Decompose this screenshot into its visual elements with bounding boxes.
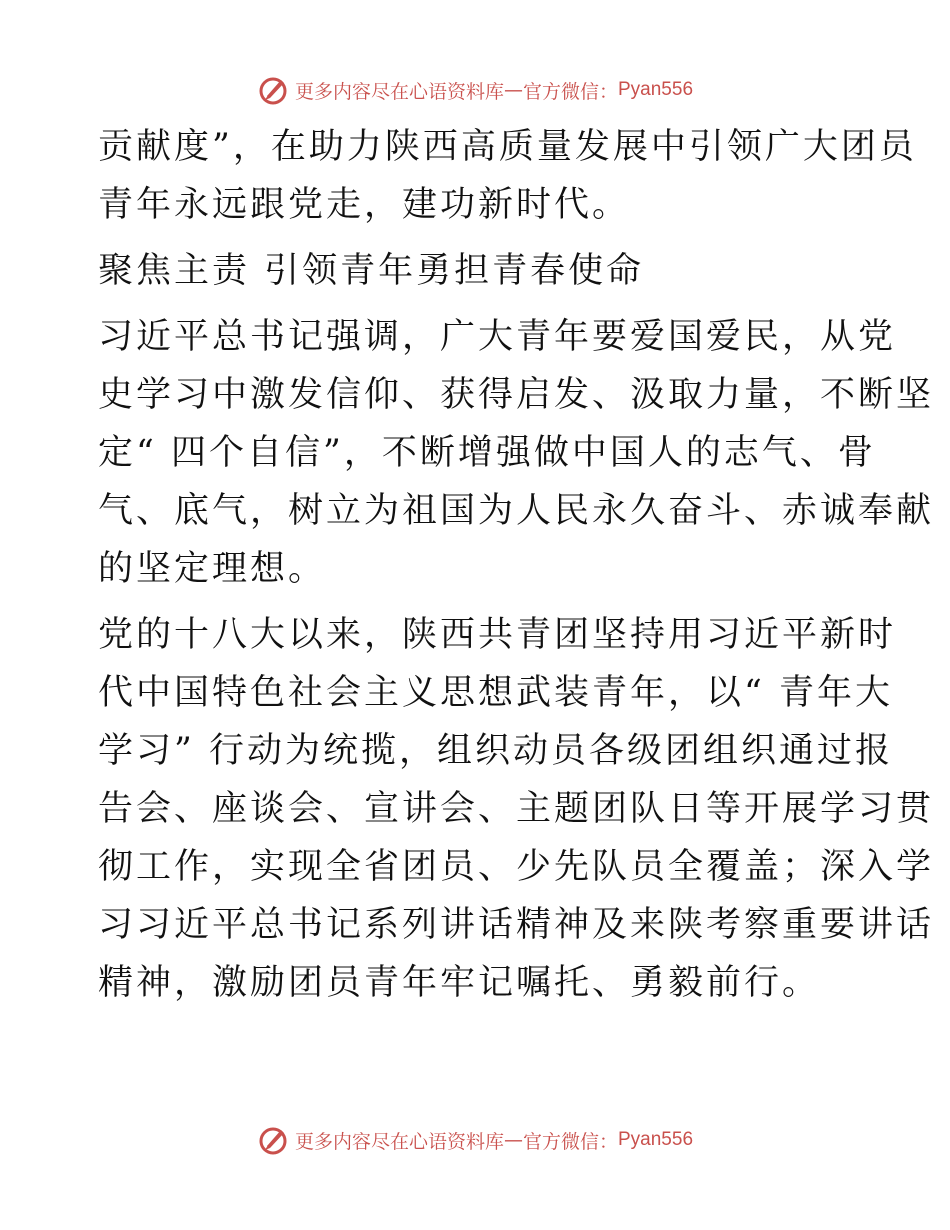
- text-line: 定“ 四个自信”，不断增强做中国人的志气、骨: [98, 433, 876, 473]
- text-line: 习习近平总书记系列讲话精神及来陕考察重要讲话: [98, 905, 935, 945]
- watermark-wechat-label: 官方微信：: [522, 1130, 618, 1153]
- text-line: 告会、座谈会、宣讲会、主题团队日等开展学习贯: [98, 789, 935, 829]
- quill-circle-icon: [257, 1124, 289, 1156]
- text-line: 学习” 行动为统揽，组织动员各级团组织通过报: [98, 731, 894, 771]
- text-line: 党的十八大以来，陕西共青团坚持用习近平新时: [98, 615, 897, 655]
- section-heading: [98, 242, 858, 300]
- watermark-wechat-id: Pyan556: [618, 79, 694, 100]
- watermark-dash: —: [503, 79, 523, 101]
- text-line: 习近平总书记强调，广大青年要爱国爱民，从党: [98, 317, 897, 357]
- text-line: 青年永远跟党走，建功新时代。: [98, 185, 631, 225]
- watermark-dash: —: [503, 1129, 523, 1151]
- paragraph: [98, 118, 917, 234]
- paragraph: [98, 308, 935, 598]
- watermark-text: 更多内容尽在心语资料库: [294, 80, 504, 103]
- text-line: 精神，激励团员青年牢记嘱托、勇毅前行。: [98, 963, 821, 1003]
- watermark-wechat-id: Pyan556: [618, 1129, 694, 1150]
- quill-circle-icon: [257, 74, 289, 106]
- footer-watermark: [0, 1122, 950, 1158]
- watermark-wechat-label: 官方微信：: [522, 80, 618, 103]
- text-line: 贡献度”，在助力陕西高质量发展中引领广大团员: [98, 127, 917, 167]
- heading-line: 聚焦主责 引领青年勇担青春使命: [98, 251, 645, 291]
- header-watermark: [0, 72, 950, 108]
- text-line: 代中国特色社会主义思想武装青年，以“ 青年大: [98, 673, 894, 713]
- text-line: 气、底气，树立为祖国为人民永久奋斗、赤诚奉献: [98, 491, 935, 531]
- watermark-text: 更多内容尽在心语资料库: [294, 1130, 504, 1153]
- text-line: 彻工作，实现全省团员、少先队员全覆盖；深入学: [98, 847, 935, 887]
- text-line: 的坚定理想。: [98, 549, 327, 589]
- paragraph: [98, 606, 935, 1012]
- text-line: 史学习中激发信仰、获得启发、汲取力量，不断坚: [98, 375, 935, 415]
- document-body: [98, 118, 935, 1012]
